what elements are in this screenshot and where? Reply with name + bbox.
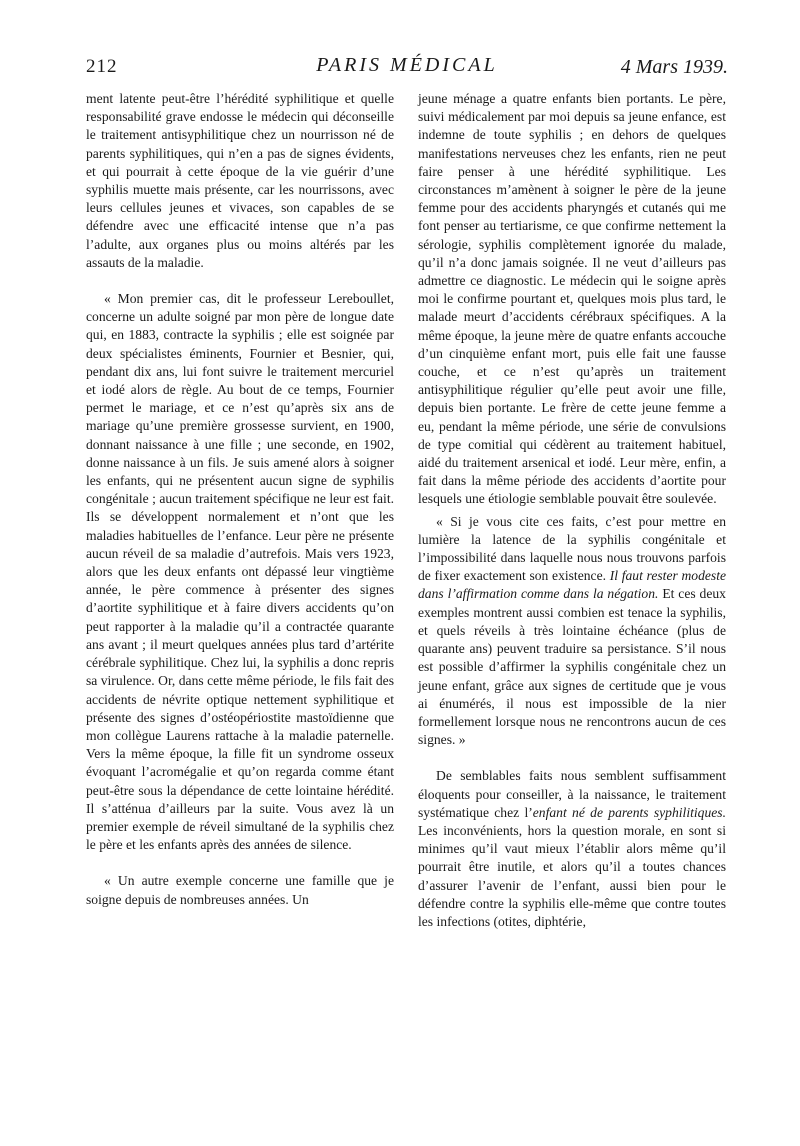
paragraph-text: De semblables faits nous semblent suffisamment éloquents pour conseiller, à la naissance, le traitement systématique chez l’ bbox=[418, 768, 726, 820]
paragraph-text: Les inconvénients, hors la question morale, en sont si minimes qu’il vaut mieux l’établir alors même qu’il pourrait être inutile, et alors qu’il a toutes chances d’assurer l’avenir de l’enfant, aussi bien pour le défendre contre la syphilis elle-même que contre toutes les infections (otites, diphtérie, bbox=[418, 822, 726, 929]
issue-date: 4 Mars 1939. bbox=[620, 56, 728, 78]
paragraph-text: « Si je vous cite ces faits, c’est pour mettre en lumière la latence de la syphilis congénitale et l’impossibilité dans laquelle nous nous trouvons parfois de fixer exactement son existence. bbox=[418, 513, 726, 584]
paragraph bbox=[418, 513, 726, 750]
right-column bbox=[418, 90, 726, 931]
left-column bbox=[86, 90, 394, 909]
paragraph: jeune ménage a quatre enfants bien portants. Le père, suivi médicalement par moi depuis sa jeune enfance, est indemne de toute syphilis ; en dehors de quelques manifestations nerveuses chez les enfants, rien ne peut faire penser à une hérédité syphilitique. Les circonstances m’amènent à soigner le père de la jeune femme pour des accidents pharyngés et cutanés qui me font penser au tertiarisme, ce que confirme nettement la sérologie, syphilis complètement ignorée du malade, qu’il n’a donc jamais soignée. Il ne veut d’ailleurs pas admettre ce diagnostic. Le médecin qui le soigne après moi le confirme pourtant et, quelques mois plus tard, le malade meurt d’accidents cérébraux spécifiques. A la même époque, la jeune mère de quatre enfants accouche d’un cinquième enfant mort, puis elle fait une fausse couche, et ce n’est qu’après un traitement antisyphilitique régulier qu’elle peut avoir une fille, depuis bien portante. Le frère de cette jeune femme a eu, pendant la même période, une série de convulsions de type comitial qui cédèrent au traitement habituel, aidé du traitement arsenical et iodé. Leur mère, enfin, a fait dans la même période des accidents d’aortite pour lesquels une étiologie semblable pouvait être soulevée. bbox=[418, 91, 726, 507]
paragraph: ment latente peut-être l’hérédité syphilitique et quelle responsabilité grave endosse le médecin qui déconseille le traitement antisyphilitique chez un nourrisson né de parents syphilitiques, qui n’en a pas de signes évidents, et qui pourrait à cette époque de la vie guérir d’une syphilis muette mais présente, car les nourrissons, avec leurs cellules jeunes et vivaces, son capables de se défendre avec une efficacité intense que n’a pas l’adulte, aux organes plus ou moins altérés par les assauts de la maladie. bbox=[86, 91, 394, 270]
emphasized-text: enfant né de parents syphilitiques. bbox=[532, 804, 726, 820]
journal-title: PARIS MÉDICAL bbox=[316, 54, 498, 76]
page-number: 212 bbox=[86, 56, 118, 77]
emphasized-text: Il faut rester modeste dans l’affirmation comme dans la négation. bbox=[418, 568, 727, 602]
paragraph: « Mon premier cas, dit le professeur Lereboullet, concerne un adulte soigné par mon père de longue date qui, en 1883, contracte la syphilis ; elle est soignée par deux spécialistes éminents, Fournier et Besnier, qui, pendant dix ans, lui font suivre le traitement mercuriel et iodé alors de règle. Au bout de ce temps, Fournier permet le mariage, et ce n’est qu’après six ans de mariage qu’une première grossesse survient, en 1900, donnant naissance à une fille ; une seconde, en 1902, donne naissance à un fils. Je suis amené alors à soigner les enfants, qui ne présentent aucun signe de syphilis congénitale ; aucun traitement spécifique ne leur est fait. Ils se développent normalement et n’ont que les maladies habituelles de l’enfance. Leur père ne présente aucun réveil de sa maladie d’autrefois. Mais vers 1923, alors que les deux enfants ont dépassé leur vingtième année, le père commence à présenter des signes d’aortite syphilitique et à faire divers accidents qu’on peut rapporter à la maladie qu’il a contractée quarante ans avant ; il meurt quelques années plus tard d’artérite cérébrale syphilitique. Chez lui, la syphilis a donc repris sa virulence. Or, dans cette même période, le fils fait des accidents de névrite optique nettement syphilitique et présente des signes d’ostéopériostite mastoïdienne que mon collègue Laurens rattache à la maladie paternelle. Vers la même époque, la fille fit un syndrome osseux évoquant l’acromégalie et qu’on regarda comme étant peut-être sous la dépendance de cette lointaine hérédité. Il s’atténua d’ailleurs par la suite. Vous avez là un premier exemple de réveil simultané de la syphilis chez le père et les enfants après des années de silence. bbox=[86, 291, 394, 853]
paragraph bbox=[418, 767, 726, 931]
paragraph-text: Et ces deux exemples montrent aussi combien est tenace la syphilis, et quels réveils à très lointaine échéance (plus de quarante ans) peuvent traduire sa persistance. S’il nous est possible d’affirmer la syphilis congénitale chez un jeune enfant, grâce aux signes de certitude que je vous ai énumérés, il nous est impossible de la nier formellement lorsque nous ne rencontrons aucun de ces signes. » bbox=[418, 586, 726, 748]
paragraph: « Un autre exemple concerne une famille que je soigne depuis de nombreuses années. Un bbox=[86, 873, 394, 907]
running-header bbox=[86, 50, 728, 82]
